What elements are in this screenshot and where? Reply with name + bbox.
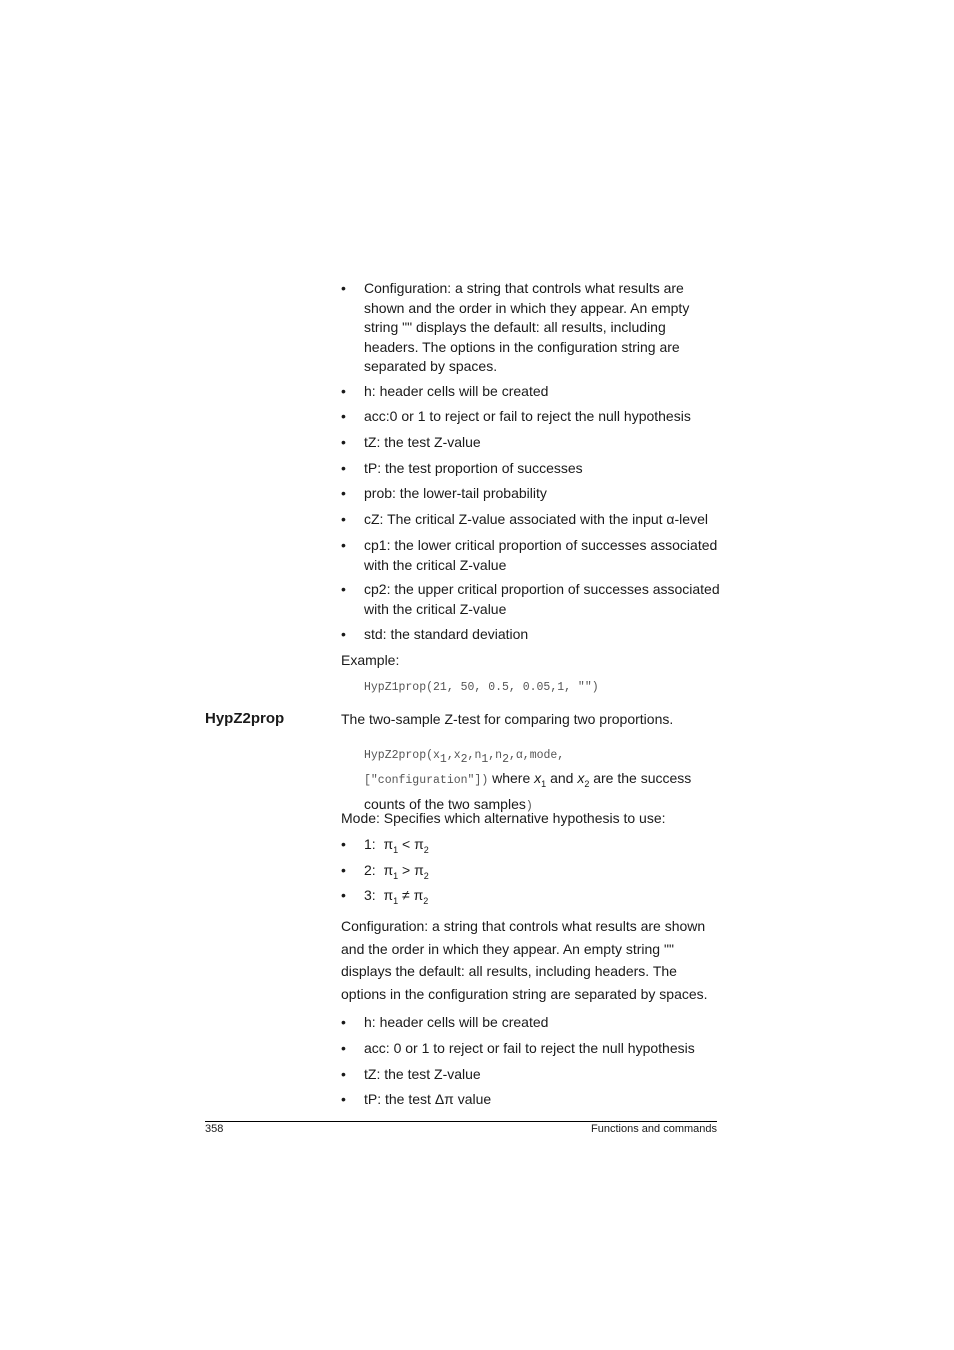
list-item [341,1065,721,1085]
list-item [341,536,721,575]
list-item-text: prob: the lower-tail probability [364,485,547,501]
list-item-text: tP: the test proportion of successes [364,460,583,476]
bullet-icon: • [341,1066,346,1082]
list-item [341,279,721,377]
list-item-text: Configuration: a string that controls what results are shown and the order in which they appear. An empty string "" displays the default: all results, including headers. The options in the configuration string are separated by spaces. [364,280,690,374]
list-item-text: h: header cells will be created [364,1014,549,1030]
list-item-text: acc: 0 or 1 to reject or fail to reject the null hypothesis [364,1040,695,1056]
bullet-icon: • [341,862,346,878]
list-item [341,1013,721,1033]
bullet-icon: • [341,408,346,424]
bullet-icon: • [341,485,346,501]
bullet-icon: • [341,280,346,296]
list-item [341,433,721,453]
page-number: 358 [205,1123,224,1135]
list-item-text: h: header cells will be created [364,383,549,399]
list-item-text: acc:0 or 1 to reject or fail to reject the null hypothesis [364,408,691,424]
list-item [341,580,721,619]
list-item [341,382,721,402]
command-term: HypZ2prop [205,710,285,727]
list-item [341,459,721,479]
list-item [341,625,721,645]
list-item-text: cZ: The critical Z-value associated with the input α-level [364,511,708,527]
list-item [341,484,721,504]
command-description: The two-sample Z-test for comparing two proportions. [341,711,674,727]
footer-section-title: Functions and commands [591,1123,717,1135]
list-item: • 2: $\pi_1 > \pi_2$ [341,862,429,881]
list-item-text: tZ: the test Z-value [364,1066,481,1082]
bullet-icon: • [341,581,346,597]
bullet-icon: • [341,1014,346,1030]
example-code: HypZ1prop(21, 50, 0.5, 0.05,1, "") [364,681,599,694]
list-item [341,1090,721,1110]
list-item-text: cp2: the upper critical proportion of successes associated with the critical Z-value [364,581,720,617]
list-item: • 3: $\pi_1 \ne \pi_2$ [341,887,429,906]
bullet-icon: • [341,626,346,642]
example-label: Example: [341,652,400,668]
bullet-icon: • [341,1040,346,1056]
command-syntax: $HypZ2prop(x_1,x_2,n_1,n_2,\alpha,mode$, ["configuration"]) where $x_1$ and $x_2$ are the success counts of the two samples) [364,749,692,813]
list-item-text: cp1: the lower critical proportion of successes associated with the critical Z-value [364,537,718,573]
list-item [341,510,721,530]
list-item-text: tZ: the test Z-value [364,434,481,450]
bullet-icon: • [341,1091,346,1107]
list-item [341,1039,721,1059]
bullet-icon: • [341,836,346,852]
footer-divider [205,1121,717,1122]
mode-label: Mode: Specifies which alternative hypothesis to use: [341,810,666,826]
configuration-paragraph: Configuration: a string that controls what results are shown and the order in which they appear. An empty string "" displays the default: all results, including headers. The options in the configuration string are separated by spaces. [341,918,708,1002]
list-item: • 1: $\pi_1 < \pi_2$ [341,836,429,855]
list-item-text: tP: the test Δπ value [364,1091,492,1107]
bullet-icon: • [341,383,346,399]
bullet-icon: • [341,887,346,903]
bullet-icon: • [341,460,346,476]
bullet-icon: • [341,511,346,527]
list-item-text: std: the standard deviation [364,626,529,642]
list-item [341,407,721,427]
bullet-icon: • [341,537,346,553]
bullet-icon: • [341,434,346,450]
